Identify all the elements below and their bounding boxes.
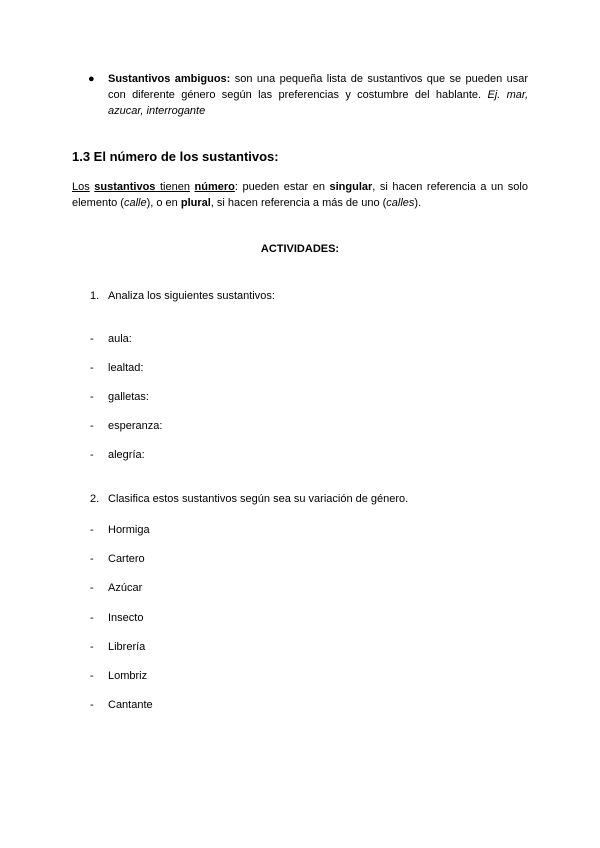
list-item-text: alegría: — [108, 449, 145, 461]
list-item — [90, 639, 145, 655]
bullet-ambiguos — [108, 71, 528, 119]
list-item-text: Lombriz — [108, 670, 148, 682]
list-item-text: Insecto — [108, 612, 144, 624]
bullet-example: Ej. mar, azucar, interrogante — [108, 89, 528, 117]
list-item — [90, 522, 150, 538]
dash-marker: - — [90, 391, 94, 403]
question-1-number: 1. — [90, 290, 100, 302]
list-item — [90, 331, 132, 347]
question-2 — [90, 491, 408, 507]
bullet-text: son una pequeña lista de sustantivos que se pueden usar con diferente género según las preferencias y costumbre del hablante. — [108, 73, 528, 101]
dash-marker: - — [90, 612, 94, 624]
list-item — [90, 360, 143, 376]
p-calle: calle — [123, 197, 147, 209]
list-item — [90, 668, 147, 684]
list-item-text: Hormiga — [108, 524, 150, 536]
p-mid1: : pueden estar en — [234, 181, 330, 193]
p-calles: calles — [386, 197, 415, 209]
question-2-text: Clasifica estos sustantivos según sea su variación de género. — [108, 493, 409, 505]
p-los: Los — [72, 181, 90, 193]
list-item — [90, 697, 153, 713]
list-item-text: aula: — [108, 333, 132, 345]
list-item — [90, 580, 142, 596]
list-item-text: esperanza: — [108, 420, 163, 432]
p-numero: número — [194, 181, 235, 193]
dash-marker: - — [90, 699, 94, 711]
list-item-text: lealtad: — [108, 362, 144, 374]
p-mid3: ), o en — [146, 197, 181, 209]
list-item — [90, 389, 149, 405]
list-item-text: Cartero — [108, 553, 145, 565]
section-heading: 1.3 El número de los sustantivos: — [72, 149, 279, 164]
list-item-text: Cantante — [108, 699, 153, 711]
list-item-text: Librería — [108, 641, 146, 653]
list-item-text: Azúcar — [108, 582, 143, 594]
dash-marker: - — [90, 362, 94, 374]
dash-marker: - — [90, 420, 94, 432]
dash-marker: - — [90, 333, 94, 345]
question-1 — [90, 288, 275, 304]
list-item-text: galletas: — [108, 391, 149, 403]
dash-marker: - — [90, 641, 94, 653]
bullet-icon: ● — [88, 73, 95, 85]
dash-marker: - — [90, 449, 94, 461]
activities-title: ACTIVIDADES: — [260, 243, 340, 255]
p-singular: singular — [329, 181, 373, 193]
question-2-number: 2. — [90, 493, 100, 505]
p-end: ). — [414, 197, 422, 209]
numero-paragraph — [72, 179, 528, 211]
p-mid2: , si hacen referencia a un solo elemento ( — [72, 181, 528, 209]
p-plural: plural — [180, 197, 211, 209]
dash-marker: - — [90, 582, 94, 594]
dash-marker: - — [90, 553, 94, 565]
list-item — [90, 447, 145, 463]
question-1-text: Analiza los siguientes sustantivos: — [108, 290, 275, 302]
list-item — [90, 418, 162, 434]
p-sustantivos: sustantivos — [94, 181, 156, 193]
bullet-term: Sustantivos ambiguos: — [108, 73, 231, 85]
dash-marker: - — [90, 670, 94, 682]
list-item — [90, 551, 145, 567]
p-tienen: tienen — [155, 181, 190, 193]
p-mid4: , si hacen referencia a más de uno ( — [210, 197, 387, 209]
list-item — [90, 610, 143, 626]
dash-marker: - — [90, 524, 94, 536]
